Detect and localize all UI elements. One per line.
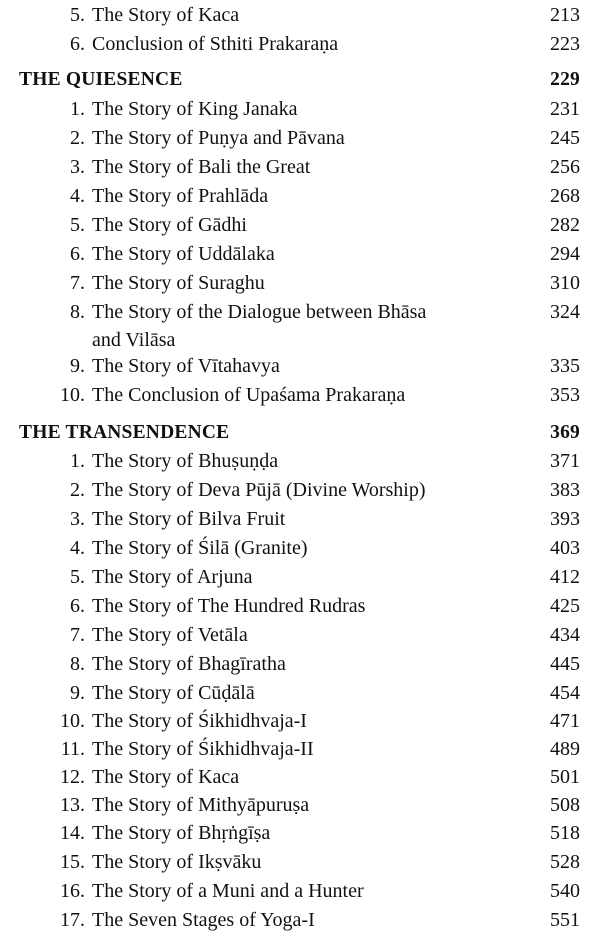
entry-number: 8.: [70, 653, 85, 675]
entry-page: 310: [550, 272, 580, 294]
toc-entry: [0, 240, 600, 269]
entry-title: Conclusion of Sthiti Prakaraṇa: [92, 33, 339, 55]
entry-number: 16.: [60, 880, 85, 902]
toc-entry: [0, 298, 600, 356]
entry-page: 353: [550, 384, 580, 406]
entry-page: 471: [550, 710, 580, 732]
entry-title: The Story of Uddālaka: [92, 243, 275, 265]
entry-number: 7.: [70, 272, 85, 294]
entry-page: 371: [550, 450, 580, 472]
entry-page: 282: [550, 214, 580, 236]
entry-page: 528: [550, 851, 580, 873]
entry-number: 1.: [70, 98, 85, 120]
toc-entry: [0, 124, 600, 153]
entry-page: 223: [550, 33, 580, 55]
toc-entry: [0, 95, 600, 124]
toc-entry: [0, 877, 600, 906]
entry-title: The Story of a Muni and a Hunter: [92, 880, 364, 902]
entry-title: The Story of Kaca: [92, 766, 240, 788]
toc-entry: [0, 211, 600, 240]
entry-title: The Story of Śikhidhvaja-II: [92, 738, 314, 760]
entry-number: 13.: [60, 794, 85, 816]
entry-number: 6.: [70, 595, 85, 617]
section-page: 229: [550, 69, 580, 90]
entry-title: The Story of Deva Pūjā (Divine Worship): [92, 479, 426, 501]
entry-number: 1.: [70, 450, 85, 472]
entry-page: 268: [550, 185, 580, 207]
toc-entry: [0, 476, 600, 505]
toc-entry: [0, 906, 600, 935]
entry-page: 324: [550, 301, 580, 323]
entry-title: The Story of Vītahavya: [92, 355, 280, 377]
entry-page: 434: [550, 624, 580, 646]
entry-number: 9.: [70, 355, 85, 377]
entry-page: 540: [550, 880, 580, 902]
entry-page: 412: [550, 566, 580, 588]
entry-page: 445: [550, 653, 580, 675]
entry-title: The Story of Puṇya and Pāvana: [92, 127, 345, 149]
toc-entry: [0, 735, 600, 764]
entry-page: 501: [550, 766, 580, 788]
toc-entry: [0, 447, 600, 476]
entry-number: 5.: [70, 214, 85, 236]
toc-entry: [0, 848, 600, 877]
section-page: 369: [550, 422, 580, 443]
toc-entry: [0, 621, 600, 650]
section-title: THE QUIESENCE: [19, 69, 183, 90]
entry-page: 335: [550, 355, 580, 377]
entry-title: The Story of Vetāla: [92, 624, 248, 646]
entry-title: The Story of Prahlāda: [92, 185, 269, 207]
toc-entry: [0, 182, 600, 211]
toc-entry: [0, 763, 600, 792]
entry-title: The Story of Arjuna: [92, 566, 253, 588]
entry-title: The Story of Bilva Fruit: [92, 508, 286, 530]
toc-entry: [0, 269, 600, 298]
entry-number: 2.: [70, 479, 85, 501]
entry-title: The Story of Cūḍālā: [92, 682, 255, 704]
entry-page: 508: [550, 794, 580, 816]
toc-entry: [0, 707, 600, 736]
toc-entry: [0, 819, 600, 848]
toc-entry: [0, 30, 600, 59]
entry-title: The Story of Śikhidhvaja-I: [92, 710, 307, 732]
entry-number: 14.: [60, 822, 85, 844]
entry-title: The Story of Śilā (Granite): [92, 537, 308, 559]
entry-number: 6.: [70, 33, 85, 55]
entry-number: 3.: [70, 508, 85, 530]
entry-number: 7.: [70, 624, 85, 646]
entry-number: 4.: [70, 537, 85, 559]
entry-page: 403: [550, 537, 580, 559]
section-heading: [0, 65, 600, 94]
entry-page: 383: [550, 479, 580, 501]
entry-number: 10.: [60, 710, 85, 732]
entry-page: 231: [550, 98, 580, 120]
entry-page: 256: [550, 156, 580, 178]
entry-number: 10.: [60, 384, 85, 406]
toc-entry: [0, 563, 600, 592]
entry-page: 294: [550, 243, 580, 265]
entry-title: The Story of The Hundred Rudras: [92, 595, 366, 617]
entry-title: The Story of Mithyāpuruṣa: [92, 794, 310, 816]
toc-entry: [0, 381, 600, 410]
entry-number: 5.: [70, 4, 85, 26]
entry-number: 5.: [70, 566, 85, 588]
entry-page: 213: [550, 4, 580, 26]
entry-title: The Story of Ikṣvāku: [92, 851, 262, 873]
toc-entry: [0, 592, 600, 621]
entry-page: 454: [550, 682, 580, 704]
entry-number: 11.: [60, 738, 85, 760]
entry-page: 393: [550, 508, 580, 530]
entry-title: The Story of Bhuṣuṇḍa: [92, 450, 279, 472]
entry-number: 4.: [70, 185, 85, 207]
entry-title: The Story of Bhagīratha: [92, 653, 286, 675]
toc-entry: [0, 650, 600, 679]
entry-number: 6.: [70, 243, 85, 265]
entry-title: The Story of the Dialogue between Bhāsa and Vilāsa: [92, 301, 427, 351]
section-title: THE TRANSENDENCE: [19, 422, 230, 443]
entry-title: The Story of Gādhi: [92, 214, 247, 236]
section-heading: [0, 418, 600, 447]
entry-page: 518: [550, 822, 580, 844]
entry-title: The Story of Bhṛṅgīṣa: [92, 822, 271, 844]
entry-number: 17.: [60, 909, 85, 931]
toc-entry: [0, 1, 600, 30]
entry-number: 15.: [60, 851, 85, 873]
entry-title: The Story of King Janaka: [92, 98, 298, 120]
entry-number: 12.: [60, 766, 85, 788]
entry-page: 489: [550, 738, 580, 760]
toc-entry: [0, 679, 600, 708]
toc-entry: [0, 534, 600, 563]
entry-number: 3.: [70, 156, 85, 178]
toc-entry: [0, 352, 600, 381]
entry-title: The Conclusion of Upaśama Prakaraṇa: [92, 384, 406, 406]
entry-title: The Story of Kaca: [92, 4, 240, 26]
toc-entry: [0, 505, 600, 534]
toc-entry: [0, 153, 600, 182]
entry-number: 9.: [70, 682, 85, 704]
entry-title: The Story of Bali the Great: [92, 156, 311, 178]
entry-title: The Seven Stages of Yoga-I: [92, 909, 315, 931]
entry-page: 425: [550, 595, 580, 617]
entry-page: 245: [550, 127, 580, 149]
entry-title: The Story of Suraghu: [92, 272, 265, 294]
toc-entry: [0, 791, 600, 820]
entry-number: 2.: [70, 127, 85, 149]
entry-page: 551: [550, 909, 580, 931]
entry-number: 8.: [70, 301, 85, 323]
